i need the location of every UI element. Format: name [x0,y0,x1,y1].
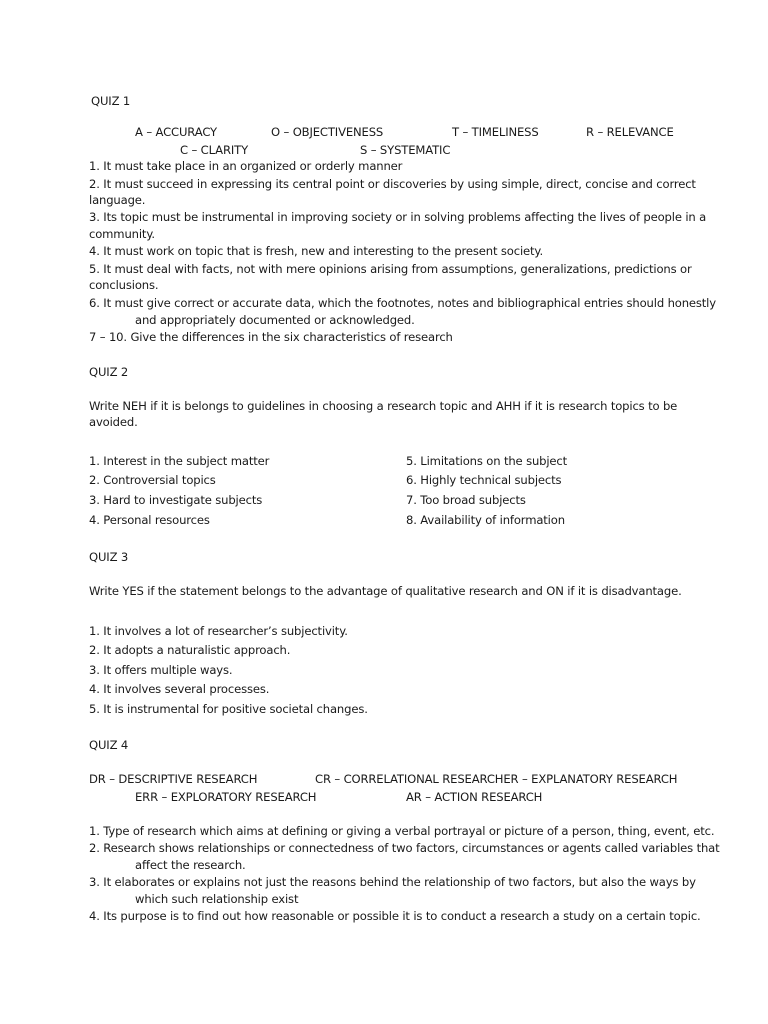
legend-exploratory: ERR – EXPLORATORY RESEARCH [135,790,317,804]
legend-timeliness: T – TIMELINESS [452,125,539,139]
quiz2-item-6: 6. Highly technical subjects [406,473,562,487]
quiz1-item-3: 3. Its topic must be instrumental in improving society or in solving problems affecting the lives of people in a [89,210,707,224]
legend-systematic: S – SYSTEMATIC [360,143,451,157]
quiz2-item-7: 7. Too broad subjects [406,493,526,507]
quiz1-item-1: 1. It must take place in an organized or orderly manner [89,159,403,173]
quiz2-item-5: 5. Limitations on the subject [406,454,568,468]
legend-action: AR – ACTION RESEARCH [406,790,543,804]
quiz4-item-1: 1. Type of research which aims at defining or giving a verbal portrayal or picture of a person, thing, event, etc. [89,824,715,838]
quiz3-item-1: 1. It involves a lot of researcher’s subjectivity. [89,624,348,638]
legend-relevance: R – RELEVANCE [586,125,674,139]
quiz1-item-2: 2. It must succeed in expressing its central point or discoveries by using simple, direct, concise and correct [89,177,696,191]
quiz2-item-4: 4. Personal resources [89,513,210,527]
quiz2-instruction: Write NEH if it is belongs to guidelines in choosing a research topic and AHH if it is research topics to be [89,399,678,413]
quiz2-instruction-cont: avoided. [89,415,138,429]
quiz3-instruction: Write YES if the statement belongs to the advantage of qualitative research and ON if it is disadvantage. [89,584,682,598]
legend-accuracy: A – ACCURACY [135,125,217,139]
quiz1-item-6-cont: and appropriately documented or acknowledged. [135,313,415,327]
quiz3-item-4: 4. It involves several processes. [89,682,270,696]
legend-objectiveness: O – OBJECTIVENESS [271,125,384,139]
quiz3-item-3: 3. It offers multiple ways. [89,663,233,677]
quiz1-item-2-cont: language. [89,193,146,207]
quiz1-item-7-10: 7 – 10. Give the differences in the six characteristics of research [89,330,453,344]
quiz4-item-4: 4. Its purpose is to find out how reasonable or possible it is to conduct a research a study on a certain topic. [89,909,701,923]
quiz2-title: QUIZ 2 [89,365,129,379]
quiz3-title: QUIZ 3 [89,550,129,564]
quiz3-item-2: 2. It adopts a naturalistic approach. [89,643,291,657]
legend-clarity: C – CLARITY [180,143,249,157]
quiz4-title: QUIZ 4 [89,738,129,752]
quiz4-item-3-cont: which such relationship exist [135,892,299,906]
quiz1-item-3-cont: community. [89,227,155,241]
quiz4-item-2: 2. Research shows relationships or connectedness of two factors, circumstances or agents called variables that [89,841,720,855]
quiz2-item-1: 1. Interest in the subject matter [89,454,270,468]
quiz2-item-2: 2. Controversial topics [89,473,216,487]
quiz3-item-5: 5. It is instrumental for positive societal changes. [89,702,368,716]
quiz1-item-6: 6. It must give correct or accurate data, which the footnotes, notes and bibliographical entries should honestly [89,296,716,310]
quiz1-item-5-cont: conclusions. [89,278,159,292]
quiz2-item-3: 3. Hard to investigate subjects [89,493,263,507]
legend-descriptive: DR – DESCRIPTIVE RESEARCH [89,772,258,786]
quiz4-item-2-cont: affect the research. [135,858,246,872]
legend-correlational: CR – CORRELATIONAL RESEARCHER – EXPLANATORY RESEARCH [315,772,678,786]
quiz1-item-5: 5. It must deal with facts, not with mere opinions arising from assumptions, generalizations, predictions or [89,262,692,276]
quiz1-title: QUIZ 1 [91,94,131,108]
quiz4-item-3: 3. It elaborates or explains not just the reasons behind the relationship of two factors, but also the ways by [89,875,696,889]
quiz2-item-8: 8. Availability of information [406,513,565,527]
quiz1-item-4: 4. It must work on topic that is fresh, new and interesting to the present society. [89,244,543,258]
